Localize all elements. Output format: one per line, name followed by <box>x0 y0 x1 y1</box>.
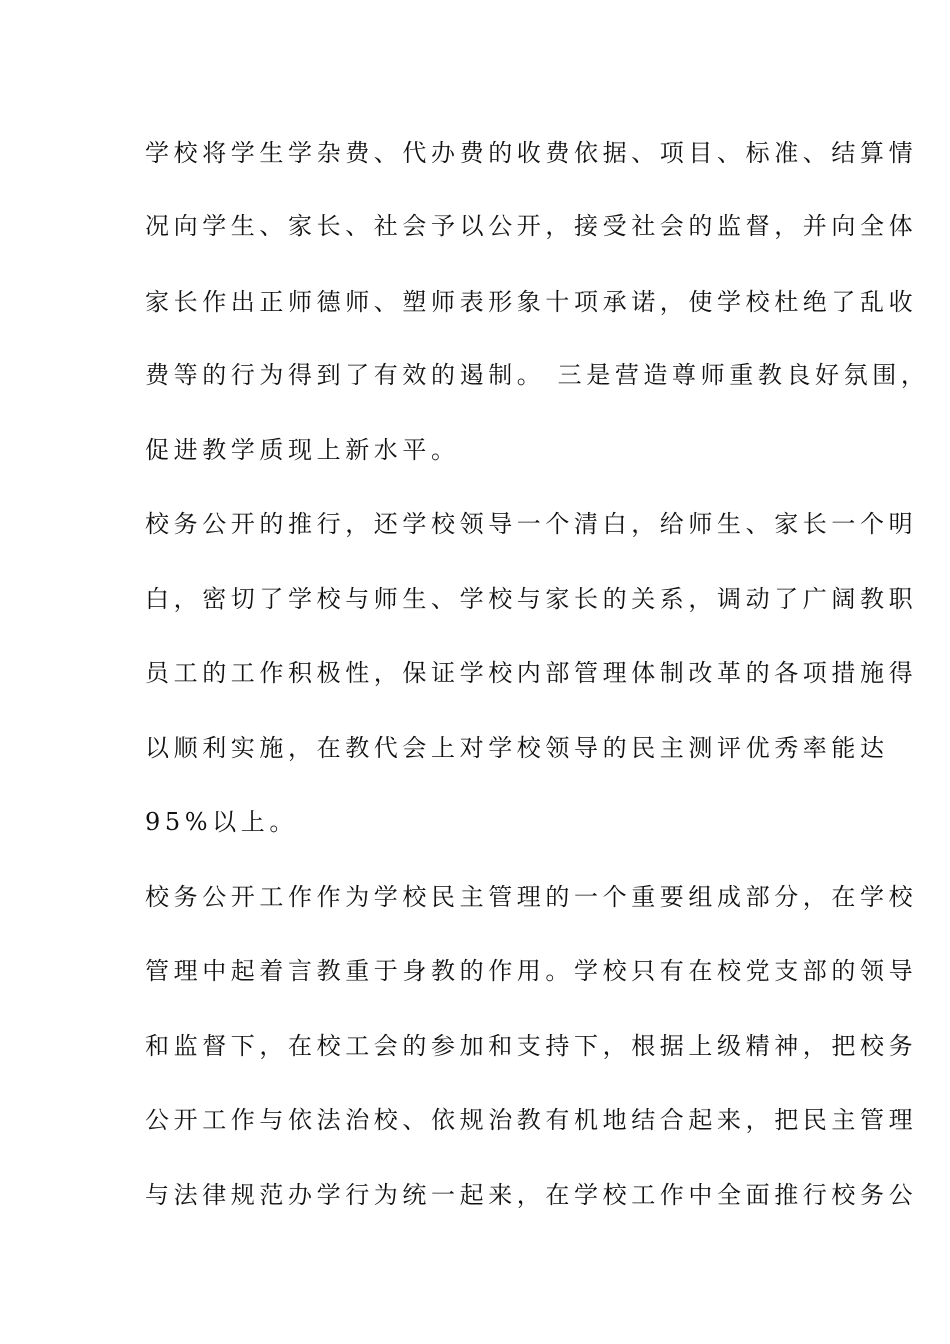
text-line: 学校将学生学杂费、代办费的收费依据、项目、标准、结算情 <box>145 139 918 167</box>
text-line: 和监督下，在校工会的参加和支持下，根据上级精神，把校务 <box>145 1032 918 1060</box>
text-line: 促进教学质现上新水平。 <box>145 436 460 464</box>
text-line: 以顺利实施，在教代会上对学校领导的民主测评优秀率能达 <box>145 734 889 762</box>
text-line: 公开工作与依法治校、依规治教有机地结合起来，把民主管理 <box>145 1106 918 1134</box>
text-line: 校务公开的推行，还学校领导一个清白，给师生、家长一个明 <box>145 510 918 538</box>
text-line: 白，密切了学校与师生、学校与家长的关系，调动了广阔教职 <box>145 585 918 613</box>
text-line: 费等的行为得到了有效的遏制。 三是营造尊师重教良好氛围， <box>145 361 930 389</box>
text-line: 95%以上。 <box>145 808 298 836</box>
text-line: 校务公开工作作为学校民主管理的一个重要组成部分，在学校 <box>145 883 918 911</box>
text-line: 况向学生、家长、社会予以公开，接受社会的监督，并向全体 <box>145 212 918 240</box>
text-line: 管理中起着言教重于身教的作用。学校只有在校党支部的领导 <box>145 957 918 985</box>
text-line: 与法律规范办学行为统一起来，在学校工作中全面推行校务公 <box>145 1181 918 1209</box>
text-line: 员工的工作积极性，保证学校内部管理体制改革的各项措施得 <box>145 659 918 687</box>
text-line: 家长作出正师德师、塑师表形象十项承诺，使学校杜绝了乱收 <box>145 288 918 316</box>
